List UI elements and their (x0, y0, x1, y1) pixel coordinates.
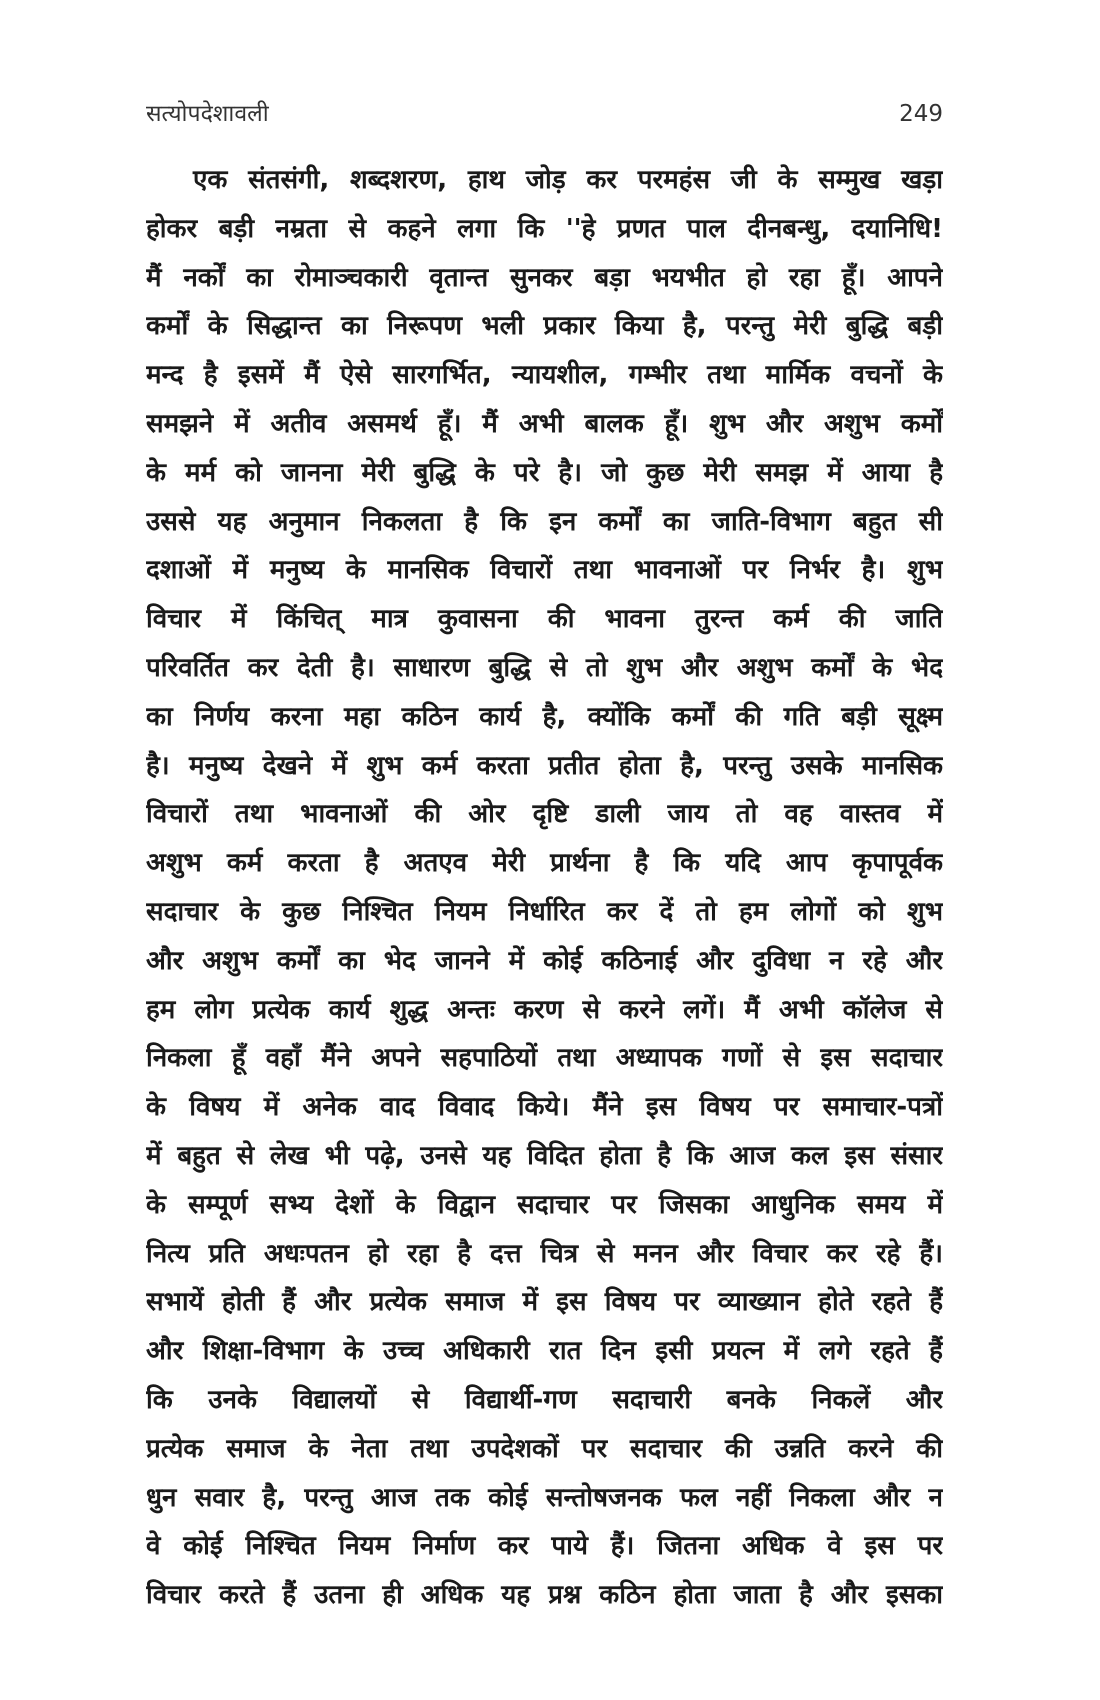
text-line: अशुभ कर्म करता है अतएव मेरी प्रार्थना है कि यदि आप कृपापूर्वक (146, 848, 943, 879)
text-line: निकला हूँ वहाँ मैंने अपने सहपाठियों तथा अध्यापक गणों से इस सदाचार (146, 1043, 943, 1074)
text-line: होकर बड़ी नम्रता से कहने लगा कि ''हे प्रणत पाल दीनबन्धु, दयानिधि! (146, 213, 943, 244)
text-line: कर्मों के सिद्धान्त का निरूपण भली प्रकार किया है, परन्तु मेरी बुद्धि बड़ी (146, 311, 943, 342)
text-line: में बहुत से लेख भी पढ़े, उनसे यह विदित होता है कि आज कल इस संसार (146, 1140, 943, 1171)
page-number: 249 (899, 101, 943, 127)
text-line: कि उनके विद्यालयों से विद्यार्थी-गण सदाचारी बनके निकलें और (146, 1384, 943, 1415)
text-line: का निर्णय करना महा कठिन कार्य है, क्योंकि कर्मों की गति बड़ी सूक्ष्म (146, 701, 943, 732)
text-line: और शिक्षा-विभाग के उच्च अधिकारी रात दिन इसी प्रयत्न में लगे रहते हैं (146, 1336, 943, 1367)
text-line: विचारों तथा भावनाओं की ओर दृष्टि डाली जाय तो वह वास्तव में (146, 799, 943, 830)
text-line: के मर्म को जानना मेरी बुद्धि के परे है। जो कुछ मेरी समझ में आया है (146, 457, 943, 488)
text-line: विचार करते हैं उतना ही अधिक यह प्रश्न कठिन होता जाता है और इसका (146, 1580, 943, 1611)
running-header (146, 96, 943, 130)
text-line: समझने में अतीव असमर्थ हूँ। मैं अभी बालक हूँ। शुभ और अशुभ कर्मों (146, 408, 943, 439)
text-line: हम लोग प्रत्येक कार्य शुद्ध अन्तः करण से करने लगें। मैं अभी कॉलेज से (146, 994, 943, 1025)
text-line: परिवर्तित कर देती है। साधारण बुद्धि से तो शुभ और अशुभ कर्मों के भेद (146, 652, 943, 683)
text-line: वे कोई निश्चित नियम निर्माण कर पाये हैं। जितना अधिक वे इस पर (146, 1531, 943, 1562)
text-line: के विषय में अनेक वाद विवाद किये। मैंने इस विषय पर समाचार-पत्रों (146, 1092, 943, 1123)
body-paragraph (146, 156, 943, 1620)
text-line: विचार में किंचित् मात्र कुवासना की भावना तुरन्त कर्म की जाति (146, 604, 943, 635)
text-line: नित्य प्रति अधःपतन हो रहा है दत्त चित्र से मनन और विचार कर रहे हैं। (146, 1238, 943, 1269)
book-title: सत्योपदेशावली (146, 101, 269, 127)
text-line: उससे यह अनुमान निकलता है कि इन कर्मों का जाति-विभाग बहुत सी (146, 506, 943, 537)
text-line: धुन सवार है, परन्तु आज तक कोई सन्तोषजनक फल नहीं निकला और न (146, 1482, 943, 1513)
text-line: सभायें होती हैं और प्रत्येक समाज में इस विषय पर व्याख्यान होते रहते हैं (146, 1287, 943, 1318)
text-line: है। मनुष्य देखने में शुभ कर्म करता प्रतीत होता है, परन्तु उसके मानसिक (146, 750, 943, 781)
text-line: मन्द है इसमें मैं ऐसे सारगर्भित, न्यायशील, गम्भीर तथा मार्मिक वचनों के (146, 360, 943, 391)
text-line: सदाचार के कुछ निश्चित नियम निर्धारित कर दें तो हम लोगों को शुभ (146, 896, 943, 927)
text-line: दशाओं में मनुष्य के मानसिक विचारों तथा भावनाओं पर निर्भर है। शुभ (146, 555, 943, 586)
text-line: मैं नर्कों का रोमाञ्चकारी वृतान्त सुनकर बड़ा भयभीत हो रहा हूँ। आपने (146, 262, 943, 293)
text-line: एक संतसंगी, शब्दशरण, हाथ जोड़ कर परमहंस जी के सम्मुख खड़ा (193, 165, 943, 195)
text-line: के सम्पूर्ण सभ्य देशों के विद्वान सदाचार पर जिसका आधुनिक समय में (146, 1189, 943, 1220)
text-line: और अशुभ कर्मों का भेद जानने में कोई कठिनाई और दुविधा न रहे और (146, 945, 943, 976)
text-line: प्रत्येक समाज के नेता तथा उपदेशकों पर सदाचार की उन्नति करने की (146, 1433, 943, 1464)
